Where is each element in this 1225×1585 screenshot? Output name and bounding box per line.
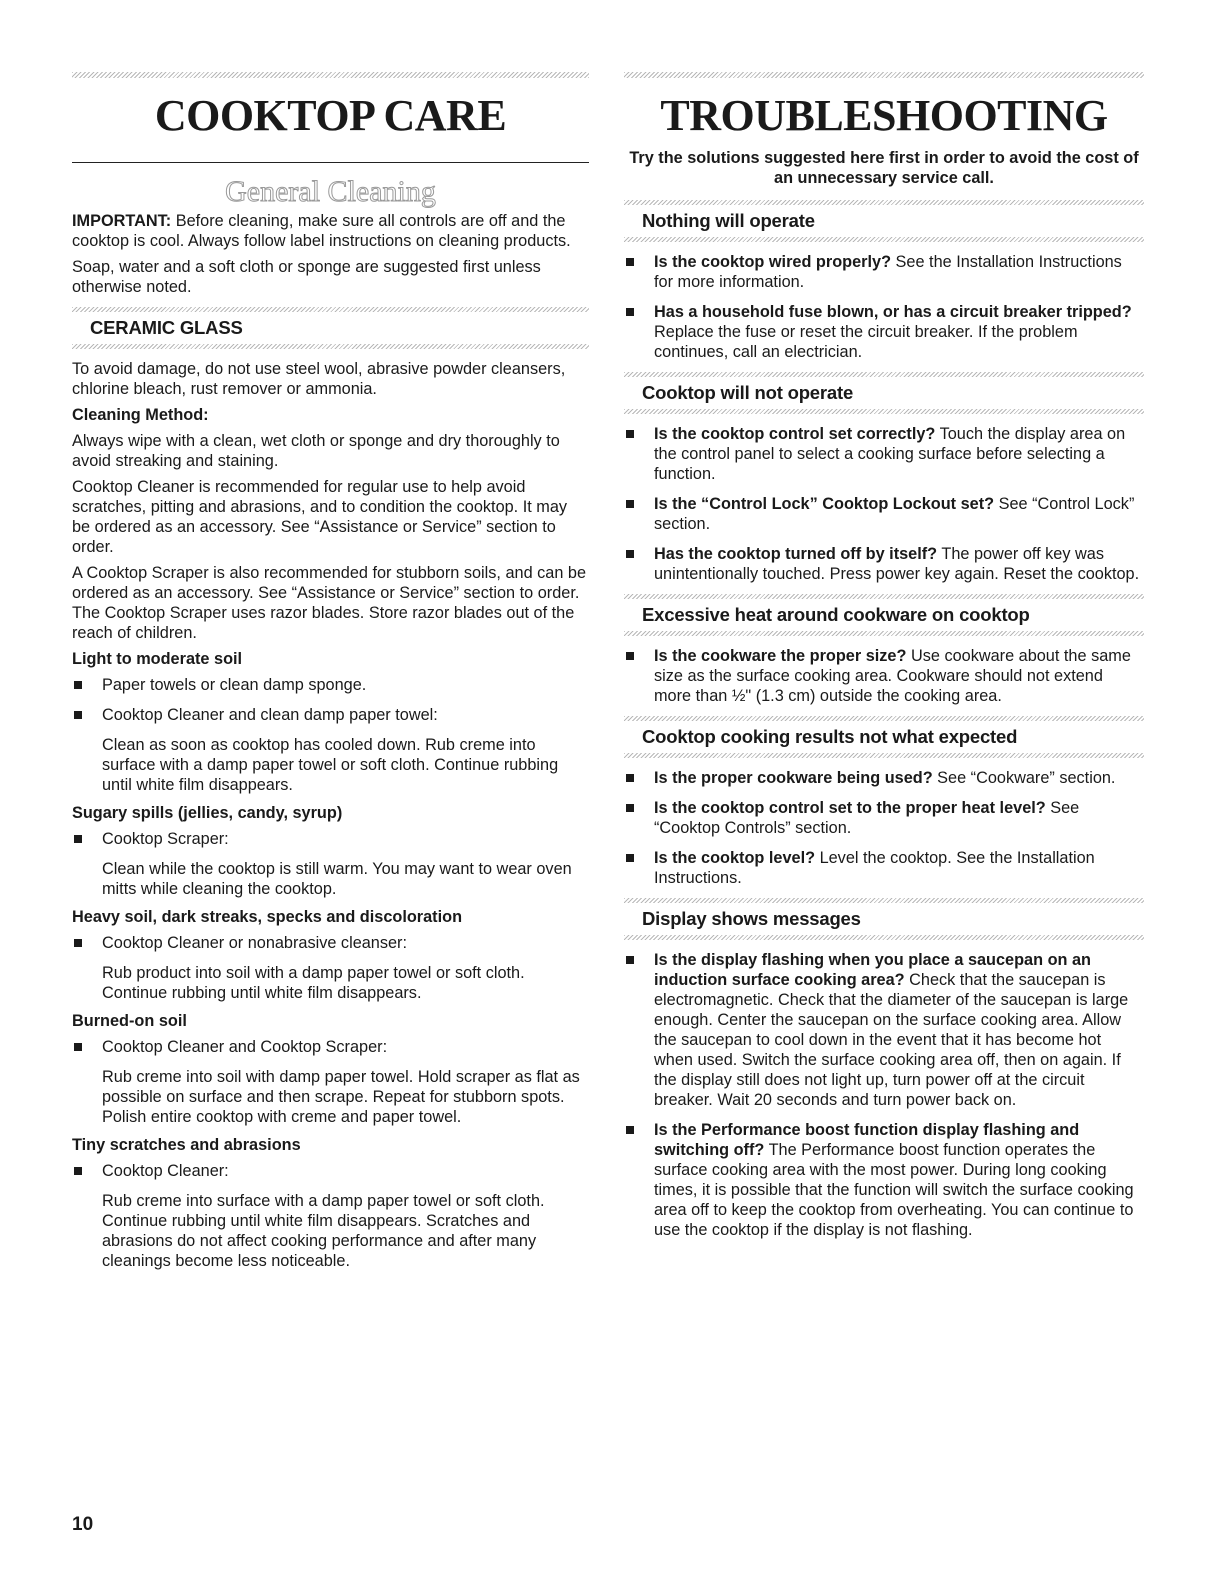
bullet-icon xyxy=(74,681,82,689)
display-messages-heading: Display shows messages xyxy=(642,908,861,929)
important-paragraph xyxy=(72,211,589,251)
cooktop-care-title: COOKTOP CARE xyxy=(154,91,507,140)
troubleshooting-lead: Try the solutions suggested here first in order to avoid the cost of an unnecessary service call. xyxy=(629,149,1139,187)
heavy-soil-heading: Heavy soil, dark streaks, specks and discoloration xyxy=(72,908,463,926)
section-hatch-bottom xyxy=(624,237,1144,242)
bullet-icon xyxy=(626,956,634,964)
answer-text: See “Control Lock” section. xyxy=(654,495,1135,533)
cleaning-method-heading: Cleaning Method: xyxy=(72,406,209,424)
bullet-icon xyxy=(74,711,82,719)
list-item xyxy=(72,705,589,725)
bullet-icon xyxy=(626,550,634,558)
bullet-icon xyxy=(74,939,82,947)
question-text: Is the cookware the proper size? xyxy=(654,647,907,665)
list-item xyxy=(72,829,589,849)
cleaning-method-paragraph: Always wipe with a clean, wet cloth or sponge and dry thoroughly to avoid streaking and staining. xyxy=(72,432,560,470)
bullet-icon xyxy=(626,1126,634,1134)
burned-on-soil-heading: Burned-on soil xyxy=(72,1012,187,1030)
list-item xyxy=(624,494,1144,534)
bullet-icon xyxy=(626,308,634,316)
bullet-icon xyxy=(626,258,634,266)
question-text: Has the cooktop turned off by itself? xyxy=(654,545,938,563)
bullet-icon xyxy=(626,652,634,660)
answer-text: See “Cooktop Controls” section. xyxy=(654,799,1080,837)
list-item xyxy=(624,798,1144,838)
question-text: Is the “Control Lock” Cooktop Lockout set? xyxy=(654,495,995,513)
list-item xyxy=(624,646,1144,706)
bullet-icon xyxy=(626,774,634,782)
title-rule xyxy=(72,162,589,163)
list-item xyxy=(72,933,589,953)
list-item xyxy=(624,950,1144,1110)
section-hatch-bottom xyxy=(624,753,1144,758)
answer-text: Replace the fuse or reset the circuit breaker. If the problem continues, call an electrician. xyxy=(654,323,1078,361)
bullet-icon xyxy=(74,1043,82,1051)
list-item xyxy=(624,768,1144,788)
answer-text: The power off key was unintentionally touched. Press power key again. Reset the cooktop. xyxy=(654,545,1140,583)
bullet-icon xyxy=(626,500,634,508)
heavy-soil-instructions: Rub product into soil with a damp paper towel or soft cloth. Continue rubbing until white film disappears. xyxy=(102,964,525,1002)
answer-text: Check that the saucepan is electromagnetic. Check that the diameter of the saucepan is large enough. Center the saucepan on the surface cooking area. Allow the saucepan to cool down in the event that it has become hot when used. Switch the surface cooking area off, then on again. If the display still does not light up, turn power off at the circuit breaker. Wait 20 seconds and turn power back on. xyxy=(654,971,1129,1109)
troubleshooting-column xyxy=(624,72,1144,1250)
bullet-icon xyxy=(74,835,82,843)
question-text: Has a household fuse blown, or has a circuit breaker tripped? xyxy=(654,303,1132,321)
list-item xyxy=(624,424,1144,484)
question-text: Is the display flashing when you place a saucepan on an induction surface cooking area? xyxy=(654,951,1091,989)
list-item-text: Paper towels or clean damp sponge. xyxy=(102,676,367,694)
question-text: Is the proper cookware being used? xyxy=(654,769,933,787)
question-text: Is the cooktop wired properly? xyxy=(654,253,892,271)
excessive-heat-heading: Excessive heat around cookware on cooktop xyxy=(642,604,1030,625)
section-header xyxy=(624,372,1144,414)
list-item xyxy=(72,1161,589,1181)
top-hatch-divider xyxy=(624,72,1144,78)
cooktop-will-not-operate-heading: Cooktop will not operate xyxy=(642,382,854,403)
answer-text: Use cookware about the same size as the surface cooking area. Cookware should not extend more than ½" (1.3 cm) outside the cooking area. xyxy=(654,647,1131,705)
answer-text: Level the cooktop. See the Installation Instructions. xyxy=(654,849,1095,887)
bullet-icon xyxy=(626,854,634,862)
answer-text: Touch the display area on the control panel to select a cooking surface before selecting a function. xyxy=(654,425,1126,483)
avoid-damage-paragraph: To avoid damage, do not use steel wool, abrasive powder cleansers, chlorine bleach, rust remover or ammonia. xyxy=(72,360,566,398)
bullet-icon xyxy=(626,804,634,812)
nothing-will-operate-heading: Nothing will operate xyxy=(642,210,815,231)
sugary-spills-heading: Sugary spills (jellies, candy, syrup) xyxy=(72,804,343,822)
ceramic-glass-heading: CERAMIC GLASS xyxy=(90,317,243,338)
section-header xyxy=(624,594,1144,636)
answer-text: The Performance boost function operates the surface cooking area with the most power. During long cooking times, it is possible that the function will switch the surface cooking area off to keep the cooktop from overheating. You can continue to use the cooktop if the display is not flashing. xyxy=(654,1141,1134,1239)
cooktop-care-column xyxy=(72,72,589,1279)
bullet-icon xyxy=(74,1167,82,1175)
section-hatch-bottom xyxy=(624,935,1144,940)
cooktop-scraper-paragraph: A Cooktop Scraper is also recommended for stubborn soils, and can be ordered as an accessory. See “Assistance or Service” section to order. The Cooktop Scraper uses razor blades. Store razor blades out of the reach of children. xyxy=(72,564,587,642)
question-text: Is the cooktop level? xyxy=(654,849,816,867)
general-cleaning-subhead: General Cleaning xyxy=(225,175,436,208)
page-number: 10 xyxy=(72,1514,94,1535)
section-hatch-bottom xyxy=(72,344,589,349)
list-item xyxy=(72,1037,589,1057)
list-item-text: Cooktop Cleaner and clean damp paper towel: xyxy=(102,706,438,724)
top-hatch-divider xyxy=(72,72,589,78)
important-text: Before cleaning, make sure all controls are off and the cooktop is cool. Always follow label instructions on cleaning products. xyxy=(72,212,571,250)
tiny-scratches-instructions: Rub creme into surface with a damp paper towel or soft cloth. Continue rubbing until white film disappears. Scratches and abrasions do not affect cooking performance and after many cleanings become less noticeable. xyxy=(102,1192,545,1270)
answer-text: See the Installation Instructions for more information. xyxy=(654,253,1122,291)
section-header xyxy=(624,716,1144,758)
soap-paragraph: Soap, water and a soft cloth or sponge are suggested first unless otherwise noted. xyxy=(72,258,541,296)
section-hatch-bottom xyxy=(624,631,1144,636)
answer-text: See “Cookware” section. xyxy=(932,769,1116,787)
question-text: Is the cooktop control set to the proper heat level? xyxy=(654,799,1046,817)
bullet-icon xyxy=(626,430,634,438)
question-text: Is the Performance boost function display flashing and switching off? xyxy=(654,1121,1080,1159)
sugary-spills-instructions: Clean while the cooktop is still warm. You may want to wear oven mitts while cleaning the cooktop. xyxy=(102,860,572,898)
list-item-text: Cooktop Cleaner: xyxy=(102,1162,229,1180)
cooktop-cleaner-paragraph: Cooktop Cleaner is recommended for regular use to help avoid scratches, pitting and abrasions, and to condition the cooktop. It may be ordered as an accessory. See “Assistance or Service” section to order. xyxy=(72,478,568,556)
list-item xyxy=(624,848,1144,888)
cooking-results-heading: Cooktop cooking results not what expected xyxy=(642,726,1018,747)
list-item xyxy=(624,252,1144,292)
light-soil-heading: Light to moderate soil xyxy=(72,650,243,668)
light-soil-instructions: Clean as soon as cooktop has cooled down. Rub creme into surface with a damp paper towel or soft cloth. Continue rubbing until white film disappears. xyxy=(102,736,559,794)
section-header xyxy=(624,200,1144,242)
list-item-text: Cooktop Scraper: xyxy=(102,830,229,848)
section-header xyxy=(624,898,1144,940)
list-item xyxy=(624,302,1144,362)
important-label: IMPORTANT: xyxy=(72,212,172,230)
list-item-text: Cooktop Cleaner and Cooktop Scraper: xyxy=(102,1038,388,1056)
list-item xyxy=(72,675,589,695)
section-hatch-bottom xyxy=(624,409,1144,414)
list-item xyxy=(624,1120,1144,1240)
tiny-scratches-heading: Tiny scratches and abrasions xyxy=(72,1136,301,1154)
list-item xyxy=(624,544,1144,584)
ceramic-glass-section-header xyxy=(72,307,589,349)
burned-on-soil-instructions: Rub creme into soil with damp paper towel. Hold scraper as flat as possible on surface and then scrape. Repeat for stubborn spots. Polish entire cooktop with creme and paper towel. xyxy=(102,1068,580,1126)
troubleshooting-title: TROUBLESHOOTING xyxy=(660,91,1108,140)
list-item-text: Cooktop Cleaner or nonabrasive cleanser: xyxy=(102,934,407,952)
question-text: Is the cooktop control set correctly? xyxy=(654,425,936,443)
